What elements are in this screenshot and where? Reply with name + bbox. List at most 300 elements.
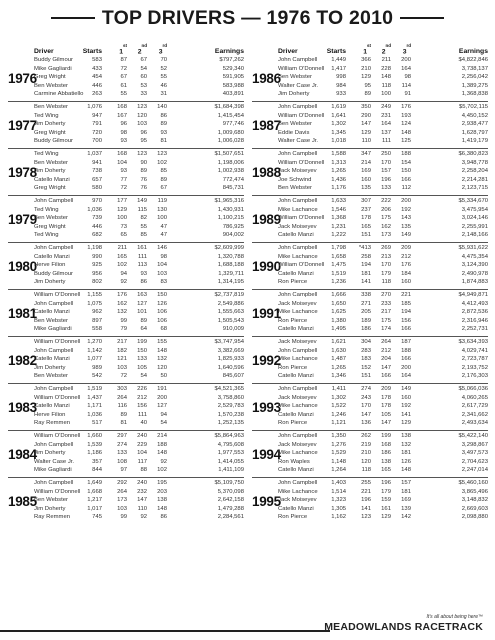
starts-cell: 1,148 — [331, 458, 346, 465]
driver-name: Jack Moiseyev — [278, 497, 317, 504]
header-third-num: 3 — [158, 48, 163, 55]
second-cell: 226 — [137, 386, 147, 392]
first-cell: 214 — [361, 159, 371, 166]
table-row — [252, 121, 488, 130]
second-cell: 76 — [140, 176, 147, 183]
starts-cell: 1,522 — [331, 403, 346, 410]
first-cell: 169 — [361, 168, 371, 175]
table-row — [252, 450, 488, 459]
driver-name: Mike Gagliardi — [34, 326, 72, 333]
third-cell: 132 — [157, 356, 167, 363]
header-second — [137, 42, 147, 55]
second-cell: 199 — [381, 433, 391, 439]
starts-cell: 1,650 — [331, 300, 346, 307]
first-cell: 283 — [361, 347, 371, 354]
table-row — [252, 83, 488, 92]
earnings-cell: 3,738,137 — [461, 65, 488, 72]
driver-name: Ted Wing — [34, 206, 59, 213]
second-cell: 170 — [381, 262, 391, 269]
brand-logo: MEADOWLANDS RACETRACK — [324, 621, 483, 633]
second-cell: 165 — [381, 467, 391, 474]
starts-cell: 1,075 — [87, 300, 102, 307]
driver-name: Ron Pierce — [278, 364, 308, 371]
table-row — [252, 185, 488, 194]
starts-cell: 1,270 — [87, 339, 102, 345]
table-row — [252, 74, 488, 83]
first-cell: 290 — [361, 112, 371, 119]
table-row — [252, 348, 488, 357]
earnings-cell: 1,505,543 — [217, 317, 244, 324]
driver-rows — [252, 245, 488, 288]
third-cell: 188 — [401, 347, 411, 354]
table-row — [8, 326, 244, 335]
header-starts: Starts — [326, 48, 346, 55]
first-cell: 168 — [117, 151, 127, 157]
table-row — [252, 207, 488, 216]
starts-cell: 1,018 — [331, 138, 346, 145]
first-cell: 181 — [361, 270, 371, 277]
starts-cell: 583 — [92, 57, 102, 63]
third-cell: 193 — [401, 112, 411, 119]
table-row — [252, 160, 488, 169]
earnings-cell: 1,570,238 — [217, 411, 244, 418]
starts-cell: 1,222 — [331, 232, 346, 239]
table-row — [252, 420, 488, 429]
second-cell: 164 — [381, 121, 391, 128]
driver-name: Mike Lachance — [278, 488, 318, 495]
first-cell: 123 — [361, 514, 371, 521]
driver-name: Ron Pierce — [278, 317, 308, 324]
second-cell: 175 — [381, 317, 391, 324]
third-cell: 130 — [157, 206, 167, 213]
second-cell: 96 — [140, 129, 147, 136]
driver-name: John Campbell — [34, 300, 74, 307]
footer — [0, 610, 495, 640]
first-cell: 133 — [117, 450, 127, 457]
first-cell: 147 — [361, 121, 371, 128]
first-cell: 67 — [120, 74, 127, 81]
third-cell: 98 — [160, 253, 167, 260]
table-row — [252, 279, 488, 288]
earnings-cell: 3,758,860 — [217, 394, 244, 401]
year-block — [252, 243, 488, 290]
third-cell: 54 — [160, 420, 167, 427]
starts-cell: 1,350 — [331, 433, 346, 439]
year-block — [8, 55, 244, 102]
first-cell: 292 — [117, 480, 127, 486]
third-cell: 86 — [160, 514, 167, 521]
year-block — [252, 337, 488, 384]
second-cell: 89 — [140, 317, 147, 324]
first-cell: 165 — [361, 223, 371, 230]
year-label: 1981 — [8, 306, 37, 321]
earnings-cell: 2,723,787 — [461, 356, 488, 363]
second-cell: 173 — [381, 232, 391, 239]
third-cell: 127 — [157, 403, 167, 410]
third-cell: 70 — [160, 57, 167, 63]
title-text: TOP DRIVERS — 1976 TO 2010 — [101, 6, 394, 29]
year-block — [252, 196, 488, 243]
earnings-cell: 2,148,166 — [461, 232, 488, 239]
driver-name: Ray Remmen — [34, 514, 71, 521]
year-label: 1990 — [252, 259, 281, 274]
table-row — [252, 271, 488, 280]
driver-rows — [8, 57, 244, 100]
driver-name: John Campbell — [278, 104, 318, 110]
second-cell: 118 — [381, 82, 391, 89]
table-row — [8, 151, 244, 160]
third-cell: 68 — [160, 326, 167, 333]
first-cell: 141 — [361, 279, 371, 286]
starts-cell: 446 — [92, 223, 102, 230]
first-cell: 104 — [117, 159, 127, 166]
table-row — [252, 57, 488, 66]
third-cell: 129 — [401, 420, 411, 427]
earnings-cell: 1,555,663 — [217, 309, 244, 316]
table-row — [8, 489, 244, 498]
year-block — [252, 55, 488, 102]
second-cell: 111 — [382, 138, 391, 145]
first-cell: 366 — [361, 57, 371, 63]
earnings-cell: 2,490,978 — [461, 270, 488, 277]
earnings-cell: 1,329,711 — [218, 270, 244, 277]
table-row — [252, 66, 488, 75]
second-cell: 113 — [137, 262, 147, 269]
starts-cell: 1,514 — [331, 488, 346, 495]
driver-name: Mike Lachance — [278, 403, 318, 410]
table-row — [252, 403, 488, 412]
third-cell: 176 — [401, 104, 411, 110]
starts-cell: 1,264 — [331, 467, 346, 474]
driver-name: John Campbell — [278, 151, 318, 157]
starts-cell: 962 — [92, 309, 102, 316]
earnings-cell: 2,247,014 — [461, 467, 488, 474]
driver-name: William O'Donnell — [34, 292, 81, 298]
third-cell: 106 — [157, 317, 167, 324]
second-cell: 88 — [140, 467, 147, 474]
table-row — [8, 365, 244, 374]
driver-rows — [252, 198, 488, 241]
earnings-cell: 1,430,931 — [217, 206, 244, 213]
driver-name: Jack Moiseyev — [278, 339, 317, 345]
year-label: 1988 — [252, 165, 281, 180]
driver-name: Ben Webster — [278, 74, 312, 81]
third-cell: 148 — [401, 467, 411, 474]
header-starts: Starts — [82, 48, 102, 55]
table-row — [8, 318, 244, 327]
earnings-cell: 2,529,783 — [217, 403, 244, 410]
table-row — [8, 433, 244, 442]
first-cell: 129 — [117, 206, 127, 213]
driver-name: Mike Lachance — [278, 253, 318, 260]
year-label: 1977 — [8, 118, 37, 133]
second-cell: 212 — [381, 347, 391, 354]
table-row — [252, 130, 488, 139]
second-cell: 161 — [381, 505, 391, 512]
starts-cell: 1,037 — [87, 151, 102, 157]
year-block — [8, 102, 244, 149]
second-cell: 67 — [140, 57, 147, 63]
second-cell: 93 — [140, 270, 147, 277]
third-cell: 194 — [401, 309, 411, 316]
third-cell: 195 — [157, 480, 167, 486]
earnings-cell: 904,002 — [222, 232, 244, 239]
first-cell: 264 — [117, 488, 127, 495]
starts-cell: 446 — [92, 82, 102, 89]
starts-cell: 1,519 — [87, 386, 102, 392]
first-cell: 100 — [117, 215, 127, 222]
driver-name: William O'Donnell — [34, 339, 81, 345]
second-cell: 148 — [381, 74, 391, 81]
second-cell: 186 — [381, 450, 391, 457]
second-cell: 100 — [381, 91, 391, 98]
third-cell: 160 — [401, 394, 411, 401]
earnings-cell: 2,669,603 — [461, 505, 488, 512]
third-cell: 188 — [401, 151, 411, 157]
header-earnings: Earnings — [458, 48, 488, 55]
third-cell: 157 — [401, 480, 411, 486]
third-cell: 212 — [401, 253, 411, 260]
starts-cell: 739 — [92, 215, 102, 222]
second-cell: 157 — [381, 168, 391, 175]
year-block — [8, 243, 244, 290]
table-row — [8, 177, 244, 186]
starts-cell: 1,121 — [331, 420, 346, 427]
second-cell: 233 — [381, 300, 391, 307]
second-cell: 163 — [137, 292, 147, 298]
starts-cell: 941 — [92, 159, 102, 166]
second-cell: 104 — [137, 450, 147, 457]
third-cell: 81 — [160, 138, 167, 145]
driver-name: Greg Wright — [34, 223, 66, 230]
driver-name: Walter Case Jr. — [278, 82, 319, 89]
second-cell: 178 — [381, 394, 391, 401]
driver-name: John Campbell — [278, 347, 318, 354]
earnings-cell: 3,475,954 — [461, 206, 488, 213]
table-row — [252, 168, 488, 177]
third-cell: 114 — [401, 82, 411, 89]
starts-cell: 1,265 — [331, 364, 346, 371]
second-cell: 206 — [381, 206, 391, 213]
first-cell: 72 — [120, 185, 127, 192]
starts-cell: 947 — [92, 112, 102, 119]
first-cell: 178 — [361, 215, 371, 222]
table-row — [8, 104, 244, 113]
header-third-sup: rd — [406, 42, 411, 48]
third-cell: 138 — [157, 497, 167, 504]
table-row — [8, 130, 244, 139]
second-cell: 92 — [140, 514, 147, 521]
table-row — [252, 292, 488, 301]
starts-cell: 1,305 — [331, 505, 346, 512]
earnings-cell: $3,747,954 — [214, 339, 244, 345]
driver-name: Ben Webster — [34, 82, 68, 89]
starts-cell: 1,076 — [87, 104, 102, 110]
first-cell: 98 — [120, 129, 127, 136]
year-block — [8, 149, 244, 196]
starts-cell: 1,633 — [331, 198, 346, 204]
first-cell: 94 — [120, 270, 127, 277]
starts-cell: 844 — [92, 467, 102, 474]
header-first-num: 1 — [119, 48, 123, 55]
driver-name: Buddy Gilmour — [34, 57, 73, 63]
table-row — [8, 506, 244, 515]
first-cell: 65 — [120, 232, 127, 239]
starts-cell: 925 — [92, 262, 102, 269]
earnings-cell: $4,822,846 — [458, 57, 488, 63]
third-cell: 135 — [401, 223, 411, 230]
starts-cell: 1,403 — [331, 480, 346, 486]
third-cell: 200 — [401, 364, 411, 371]
earnings-cell: 1,006,028 — [217, 138, 244, 145]
table-row — [252, 232, 488, 241]
first-cell: 93 — [120, 168, 127, 175]
header-third-sup: rd — [162, 42, 167, 48]
earnings-cell: 2,704,623 — [461, 458, 488, 465]
third-cell: 124 — [401, 121, 411, 128]
starts-cell: 1,539 — [87, 441, 102, 448]
earnings-cell: 403,891 — [222, 91, 244, 98]
earnings-cell: 2,549,886 — [217, 300, 244, 307]
driver-name: William O'Donnell — [278, 65, 325, 72]
second-cell: 264 — [381, 339, 391, 345]
driver-name: Mike Lachance — [278, 309, 318, 316]
driver-name: John Campbell — [278, 198, 318, 204]
table-row — [8, 91, 244, 100]
table-row — [252, 215, 488, 224]
earnings-cell: 2,255,991 — [461, 223, 488, 230]
earnings-cell: 1,198,006 — [217, 159, 244, 166]
year-label: 1979 — [8, 212, 37, 227]
second-cell: 138 — [381, 458, 391, 465]
driver-name: John Campbell — [34, 480, 74, 486]
footer-rule — [0, 630, 330, 632]
driver-rows — [252, 151, 488, 194]
second-cell: 168 — [381, 441, 391, 448]
driver-name: Jim Doherty — [34, 505, 66, 512]
year-block — [8, 384, 244, 431]
third-cell: 47 — [160, 232, 167, 239]
starts-cell: 1,186 — [87, 450, 102, 457]
first-cell: 350 — [361, 104, 371, 110]
table-row — [8, 138, 244, 147]
driver-name: William O'Donnell — [34, 394, 81, 401]
second-cell: 101 — [137, 309, 147, 316]
header-first — [363, 42, 371, 55]
table-row — [8, 57, 244, 66]
third-cell: 102 — [157, 467, 167, 474]
second-cell: 250 — [381, 151, 391, 157]
driver-name: Catello Manzi — [278, 505, 314, 512]
year-label: 1987 — [252, 118, 281, 133]
table-row — [252, 91, 488, 100]
driver-name: Catello Manzi — [34, 309, 70, 316]
second-cell: 147 — [137, 497, 147, 504]
second-cell: 110 — [137, 505, 147, 512]
first-cell: 110 — [361, 138, 371, 145]
starts-cell: 1,176 — [331, 185, 346, 192]
first-cell: 95 — [364, 82, 371, 89]
starts-cell: 1,198 — [87, 245, 102, 251]
driver-rows — [8, 386, 244, 429]
starts-cell: 682 — [92, 232, 102, 239]
first-cell: 116 — [117, 403, 127, 410]
second-cell: 156 — [137, 403, 147, 410]
year-label: 1989 — [252, 212, 281, 227]
table-row — [252, 113, 488, 122]
table-row — [8, 245, 244, 254]
driver-name: Jack Moiseyev — [278, 223, 317, 230]
left-column — [8, 43, 244, 525]
page-title — [0, 0, 495, 36]
driver-name: Ron Pierce — [278, 420, 308, 427]
third-cell: 112 — [401, 185, 411, 192]
starts-cell: 357 — [92, 458, 102, 465]
starts-cell: 1,625 — [331, 309, 346, 316]
driver-name: Jim Doherty — [278, 91, 310, 98]
earnings-cell: 3,865,496 — [461, 488, 488, 495]
third-cell: 166 — [401, 356, 411, 363]
driver-name: Jim Doherty — [34, 364, 66, 371]
driver-name: Ron Pierce — [278, 279, 308, 286]
earnings-cell: 4,450,152 — [461, 112, 488, 119]
starts-cell: 1,519 — [331, 270, 346, 277]
second-cell: 150 — [137, 347, 147, 354]
starts-cell: 1,171 — [87, 403, 102, 410]
driver-name: John Campbell — [34, 386, 74, 392]
third-cell: 102 — [157, 159, 167, 166]
second-cell: 229 — [137, 441, 147, 448]
third-cell: 93 — [160, 129, 167, 136]
starts-cell: 1,313 — [331, 159, 346, 166]
first-cell: 120 — [361, 458, 371, 465]
header-second-num: 2 — [137, 48, 142, 55]
third-cell: 125 — [401, 138, 411, 145]
starts-cell: 1,302 — [331, 394, 346, 401]
table-row — [252, 104, 488, 113]
second-cell: 178 — [381, 403, 391, 410]
starts-cell: 1,437 — [87, 394, 102, 401]
first-cell: 165 — [117, 253, 127, 260]
second-cell: 118 — [381, 279, 391, 286]
table-row — [252, 433, 488, 442]
earnings-cell: $3,634,393 — [458, 339, 488, 345]
table-row — [252, 309, 488, 318]
title-rule-right — [400, 17, 444, 19]
driver-name: Catello Manzi — [278, 270, 314, 277]
first-cell: 297 — [117, 433, 127, 439]
table-row — [252, 301, 488, 310]
driver-name: Jack Moiseyev — [278, 300, 317, 307]
third-cell: 191 — [157, 386, 167, 392]
first-cell: 99 — [120, 317, 127, 324]
third-cell: 139 — [401, 505, 411, 512]
earnings-cell: 3,298,867 — [461, 441, 488, 448]
third-cell: 200 — [401, 57, 411, 63]
third-cell: 166 — [401, 176, 411, 183]
earnings-cell: $4,949,871 — [458, 292, 488, 298]
second-cell: 231 — [381, 112, 391, 119]
third-cell: 149 — [401, 232, 411, 239]
table-row — [8, 301, 244, 310]
driver-name: Ron Waples — [278, 458, 310, 465]
earnings-cell: 2,938,477 — [461, 121, 488, 128]
table-row — [8, 232, 244, 241]
first-cell: 186 — [361, 326, 371, 333]
first-cell: 303 — [117, 386, 127, 392]
first-cell: 129 — [361, 74, 371, 81]
driver-name: Jack Moiseyev — [278, 394, 317, 401]
